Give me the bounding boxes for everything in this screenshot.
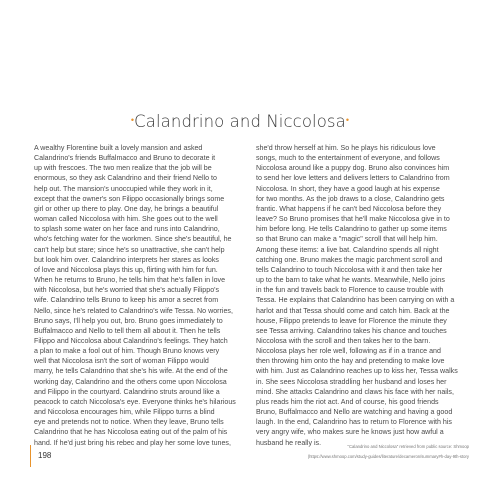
title-ornament-right: • bbox=[345, 116, 350, 126]
page-number: 198 bbox=[38, 451, 52, 460]
body-text-line: up to the barn to take what he wants. Meanwhile, Nello joins bbox=[256, 276, 445, 285]
body-text-line: for two months. As the job draws to a close, Calandrino gets bbox=[256, 194, 445, 203]
body-text-line: Among these items: a live bat. Calandrino spends all night bbox=[256, 245, 439, 254]
body-text-line: Niccolosa. In short, they have a good laugh at his expense bbox=[256, 184, 440, 193]
body-text-line: Bruno says, I'll help you out, bro. Bruno goes immediately to bbox=[34, 316, 223, 325]
page-number-rule bbox=[30, 445, 31, 467]
body-text-line: except that the owner's son Filippo occasionally brings some bbox=[34, 194, 225, 203]
body-text-line: enormous, so they ask Calandrino and their friend Nello to bbox=[34, 174, 217, 183]
body-text-line: with Niccolosa, but he's worried that she's actually Filippo's bbox=[34, 286, 220, 295]
body-text-line: in the fun and travels back to Florence to cause trouble with bbox=[256, 286, 444, 295]
page-title-text: Calandrino and Niccolosa bbox=[134, 112, 346, 131]
body-text-line: marry, he tells Calandrino that she's his wife. At the end of the bbox=[34, 367, 228, 376]
title-ornament-left: • bbox=[130, 116, 135, 126]
right-column bbox=[256, 143, 465, 448]
body-text-line: Niccolosa around like a puppy dog. Bruno also convinces him bbox=[256, 164, 450, 173]
body-text-line: girl or other up there to play. One day, he brings a beautiful bbox=[34, 204, 219, 213]
body-text-line: husband he really is. bbox=[256, 438, 322, 447]
body-text-line: a plan to make a fool out of him. Though Bruno knows very bbox=[34, 347, 220, 356]
body-text-line: plus reads him the riot act. And of course, his good friends bbox=[256, 397, 439, 406]
body-text-line: Buffalmacco and Nello to tell them all about it. Then he tells bbox=[34, 326, 221, 335]
body-text-line: up with frescoes. The two men realize that the job will be bbox=[34, 164, 212, 173]
body-text-line: can't help but stare; since he's so unattractive, she can't help bbox=[34, 245, 225, 254]
body-text-line: him before long. He tells Calandrino to gather up some items bbox=[256, 225, 447, 234]
body-text-line: of love and Niccolosa plays this up, flirting with him for fun. bbox=[34, 265, 218, 274]
body-text-line: Filippo and Niccolosa about Calandrino's feelings. They hatch bbox=[34, 336, 228, 345]
body-text-line: laugh. In the end, Calandrino has to return to Florence with his bbox=[256, 418, 452, 427]
body-text-line: then throwing him onto the hay and pretending to make love bbox=[256, 357, 445, 366]
body-text-line: well that Niccolosa isn't the sort of woman Filippo would bbox=[34, 357, 209, 366]
source-line: "Calandrino and Niccolosa" retrieved from public source: Shmoop bbox=[347, 444, 469, 450]
body-text-line: harlot and that Tessa should come and catch him. Back at the bbox=[256, 306, 450, 315]
body-text-line: eye and pretends not to notice. When they leave, Bruno tells bbox=[34, 418, 224, 427]
body-text-line: to send her love letters and delivers letters to Calandrino from bbox=[256, 174, 450, 183]
body-text-line: Calandrino's friends Buffalmacco and Bruno to decorate it bbox=[34, 154, 216, 163]
body-text-line: A wealthy Florentine built a lovely mansion and asked bbox=[34, 144, 203, 152]
body-text-line: leave? So Bruno promises that he'll make Niccolosa give in to bbox=[256, 215, 450, 224]
left-column bbox=[34, 143, 243, 448]
body-text-line: Nello, since he's related to Calandrino's wife Tessa. No worries, bbox=[34, 306, 233, 315]
body-text-line: with him. Just as Calandrino reaches up to kiss her, Tessa walks bbox=[256, 367, 458, 376]
body-text-line: working day, Calandrino and the others come upon Niccolosa bbox=[34, 377, 227, 386]
body-text-line: Tessa. He explains that Calandrino has been carrying on with a bbox=[256, 296, 455, 305]
body-text-line: very angry wife, who makes sure he knows just how awful a bbox=[256, 428, 444, 437]
source-citation bbox=[256, 440, 469, 465]
body-text-line: Niccolosa with the scroll and then takes her to the barn. bbox=[256, 336, 431, 345]
body-text-line: who's fetching water for the workmen. Since she's beautiful, he bbox=[34, 235, 232, 244]
body-text-line: peacock to catch Niccolosa's eye. Everyone thinks he's hilarious bbox=[34, 397, 236, 406]
body-text-line: house, Filippo pretends to leave for Florence the minute they bbox=[256, 316, 447, 325]
body-text-line: Calandrino that he has Niccolosa eating out of the palm of his bbox=[34, 428, 228, 437]
body-text-line: hand. If he'd just bring his rebec and play her some love tunes, bbox=[34, 438, 231, 447]
body-text-line: so that Bruno can make a "magic" scroll that will help him. bbox=[256, 235, 438, 244]
body-text-line: and Niccolosa encourages him, while Filippo turns a blind bbox=[34, 408, 215, 417]
body-text-line: mind. She attacks Calandrino and claws his face with her nails, bbox=[256, 387, 454, 396]
body-text-line: in. She sees Niccolosa straddling her husband and loses her bbox=[256, 377, 447, 386]
body-text-line: but look him over. Calandrino interprets her stares as looks bbox=[34, 255, 219, 264]
body-text-line: see Tessa arriving. Calandrino takes his chance and touches bbox=[256, 326, 447, 335]
body-text-line: tells Calandrino to touch Niccolosa with it and then take her bbox=[256, 265, 443, 274]
body-text-line: to splash some water on her face and runs into Calandrino, bbox=[34, 225, 220, 234]
body-text-line: woman called Niccolosa with him. She goes out to the well bbox=[34, 215, 218, 224]
source-line: (https://www.shmoop.com/study-guides/literature/decameron/summary#h-day-9th-story bbox=[307, 454, 469, 460]
body-text-line: catching one. Bruno makes the magic parchment scroll and bbox=[256, 255, 443, 264]
body-text-line: wife. Calandrino tells Bruno to keep his amor a secret from bbox=[34, 296, 219, 305]
body-text-line: help out. The mansion's unoccupied while they work in it, bbox=[34, 184, 213, 193]
body-text-line: songs, much to the entertainment of everyone, and follows bbox=[256, 154, 440, 163]
body-text-line: When he returns to Bruno, he tells him that he's fallen in love bbox=[34, 276, 226, 285]
body-text-line: Niccolosa plays her role well, following as if in a trance and bbox=[256, 347, 441, 356]
body-text-line: frantic. What happens if he can't bed Niccolosa before they bbox=[256, 204, 442, 213]
body-text-line: she'd throw herself at him. So he plays his ridiculous love bbox=[256, 144, 436, 152]
body-text-line: Bruno, Buffalmacco and Nello are watching and having a good bbox=[256, 408, 453, 417]
body-text-line: and Filippo in the courtyard. Calandrino struts around like a bbox=[34, 387, 220, 396]
page-title bbox=[0, 112, 480, 131]
